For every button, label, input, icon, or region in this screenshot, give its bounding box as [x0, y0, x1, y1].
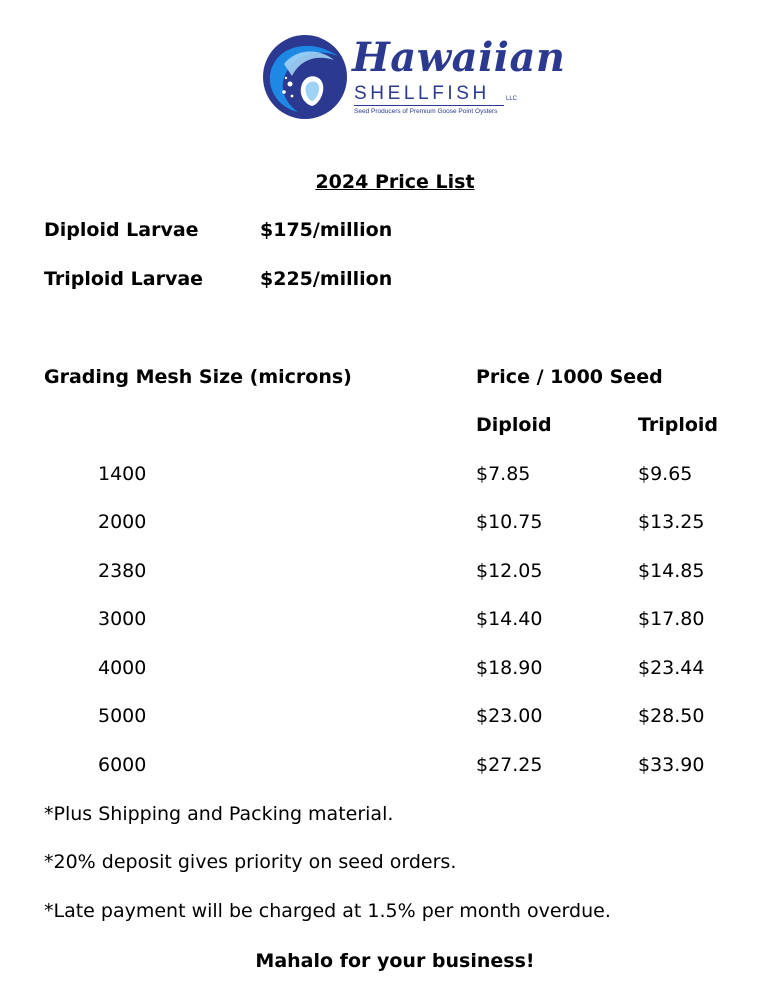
price-header: Price / 1000 Seed [476, 366, 663, 388]
footer-thanks: Mahalo for your business! [255, 950, 535, 972]
mesh-size-cell: 2000 [98, 511, 147, 533]
logo-llc: LLC [506, 96, 518, 102]
diploid-price-cell: $18.90 [476, 657, 543, 679]
triploid-price-cell: $9.65 [638, 463, 693, 485]
mesh-size-cell: 3000 [98, 608, 147, 630]
logo-tagline: Seed Producers of Premium Goose Point Oysters [354, 108, 498, 115]
logo-wordmark: Hawaiian [352, 34, 566, 81]
larvae-price-triploid: $225/million [260, 268, 393, 290]
larvae-price-diploid: $175/million [260, 219, 393, 241]
note-late-payment: *Late payment will be charged at 1.5% per month overdue. [44, 900, 611, 922]
triploid-price-cell: $14.85 [638, 560, 705, 582]
triploid-column-header: Triploid [638, 414, 719, 436]
larvae-label-diploid: Diploid Larvae [44, 219, 199, 241]
triploid-price-cell: $33.90 [638, 754, 705, 776]
triploid-price-cell: $28.50 [638, 705, 705, 727]
company-logo [262, 34, 566, 126]
larvae-label-triploid: Triploid Larvae [44, 268, 204, 290]
wave-oyster-logo-icon [262, 34, 348, 120]
triploid-price-cell: $23.44 [638, 657, 705, 679]
page-title: 2024 Price List [315, 171, 475, 193]
logo-subtitle: SHELLFISH [354, 83, 490, 104]
mesh-size-cell: 6000 [98, 754, 147, 776]
triploid-price-cell: $17.80 [638, 608, 705, 630]
logo-divider [354, 105, 504, 106]
diploid-column-header: Diploid [476, 414, 552, 436]
diploid-price-cell: $14.40 [476, 608, 543, 630]
diploid-price-cell: $12.05 [476, 560, 543, 582]
note-shipping: *Plus Shipping and Packing material. [44, 803, 394, 825]
triploid-price-cell: $13.25 [638, 511, 705, 533]
mesh-size-cell: 2380 [98, 560, 147, 582]
mesh-size-header: Grading Mesh Size (microns) [44, 366, 352, 388]
mesh-size-cell: 5000 [98, 705, 147, 727]
note-deposit: *20% deposit gives priority on seed orders. [44, 851, 457, 873]
diploid-price-cell: $10.75 [476, 511, 543, 533]
mesh-size-cell: 1400 [98, 463, 147, 485]
diploid-price-cell: $7.85 [476, 463, 531, 485]
diploid-price-cell: $23.00 [476, 705, 543, 727]
mesh-size-cell: 4000 [98, 657, 147, 679]
diploid-price-cell: $27.25 [476, 754, 543, 776]
